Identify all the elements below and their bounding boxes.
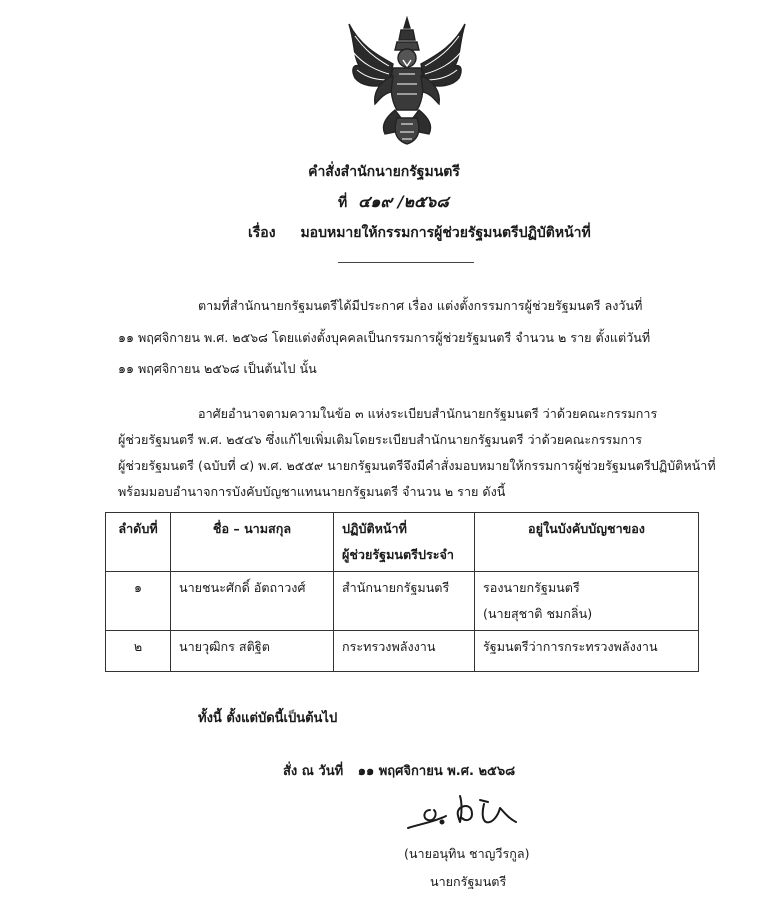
table-header-row (106, 513, 699, 572)
subject-line (248, 222, 591, 244)
header-order: ลำดับที่ (106, 513, 171, 572)
row-under (475, 631, 699, 672)
order-number-value: ๔๑๙ /๒๕๖๘ (358, 192, 449, 211)
table-row (106, 572, 699, 631)
signatory-position: นายกรัฐมนตรี (430, 874, 507, 889)
para2-line2: ผู้ช่วยรัฐมนตรี พ.ศ. ๒๕๔๖ ซึ่งแก้ไขเพิ่มเติมโดยระเบียบสำนักนายกรัฐมนตรี ว่าด้วยคณะกรรมการ (118, 432, 643, 447)
row-under (475, 572, 699, 631)
garuda-emblem-icon (345, 14, 469, 146)
header-duty-line2: ผู้ช่วยรัฐมนตรีประจำ (342, 547, 454, 562)
row-order: ๑ (106, 572, 171, 631)
divider (338, 262, 474, 263)
para1-line2: ๑๑ พฤศจิกายน พ.ศ. ๒๕๖๘ โดยแต่งตั้งบุคคลเป็นกรรมการผู้ช่วยรัฐมนตรี จำนวน ๒ ราย ตั้งแต่วันที่ (118, 330, 651, 345)
signatory-name: (นายอนุทิน ชาญวีรกูล) (404, 846, 530, 861)
order-number (338, 190, 449, 215)
row-order: ๒ (106, 631, 171, 672)
assignment-table (105, 512, 699, 672)
row-duty: กระทรวงพลังงาน (334, 631, 475, 672)
subject-text: มอบหมายให้กรรมการผู้ช่วยรัฐมนตรีปฏิบัติหน้าที่ (300, 225, 591, 241)
signed-date: ๑๑ พฤศจิกายน พ.ศ. ๒๕๖๘ (357, 764, 516, 779)
para2-line4: พร้อมมอบอำนาจการบังคับบัญชาแทนนายกรัฐมนตรี จำนวน ๒ ราย ดังนี้ (118, 484, 506, 499)
handwritten-signature (400, 788, 535, 838)
para2-line3: ผู้ช่วยรัฐมนตรี (ฉบับที่ ๔) พ.ศ. ๒๕๕๙ นายกรัฐมนตรีจึงมีคำสั่งมอบหมายให้กรรมการผู้ช่วยรัฐมนตรีปฏิบัติหน้าที่ (118, 458, 716, 473)
order-prefix: ที่ (338, 195, 348, 211)
para2-line1: อาศัยอำนาจตามความในข้อ ๓ แห่งระเบียบสำนักนายกรัฐมนตรี ว่าด้วยคณะกรรมการ (198, 406, 658, 421)
closing-statement: ทั้งนี้ ตั้งแต่บัดนี้เป็นต้นไป (198, 711, 338, 726)
subject-label: เรื่อง (248, 225, 276, 241)
row-under-line1: รองนายกรัฐมนตรี (483, 580, 580, 595)
row-name: นายชนะศักดิ์ อัตถาวงศ์ (171, 572, 334, 631)
header-name: ชื่อ – นามสกุล (171, 513, 334, 572)
header-duty (334, 513, 475, 572)
header-under: อยู่ในบังคับบัญชาของ (475, 513, 699, 572)
signed-prefix: สั่ง ณ วันที่ (283, 764, 344, 779)
issuer-heading: คำสั่งสำนักนายกรัฐมนตรี (308, 164, 460, 180)
row-name: นายวุฒิกร สติฐิต (171, 631, 334, 672)
signed-date-line (283, 760, 515, 781)
row-duty: สำนักนายกรัฐมนตรี (334, 572, 475, 631)
header-duty-line1: ปฏิบัติหน้าที่ (342, 521, 407, 536)
para1-line3: ๑๑ พฤศจิกายน ๒๕๖๘ เป็นต้นไป นั้น (118, 361, 317, 376)
row-under-line2: (นายสุชาติ ชมกลิ่น) (483, 606, 593, 621)
table-row (106, 631, 699, 672)
row-under-line1: รัฐมนตรีว่าการกระทรวงพลังงาน (483, 639, 658, 654)
para1-line1: ตามที่สำนักนายกรัฐมนตรีได้มีประกาศ เรื่อง แต่งตั้งกรรมการผู้ช่วยรัฐมนตรี ลงวันที่ (198, 298, 643, 313)
